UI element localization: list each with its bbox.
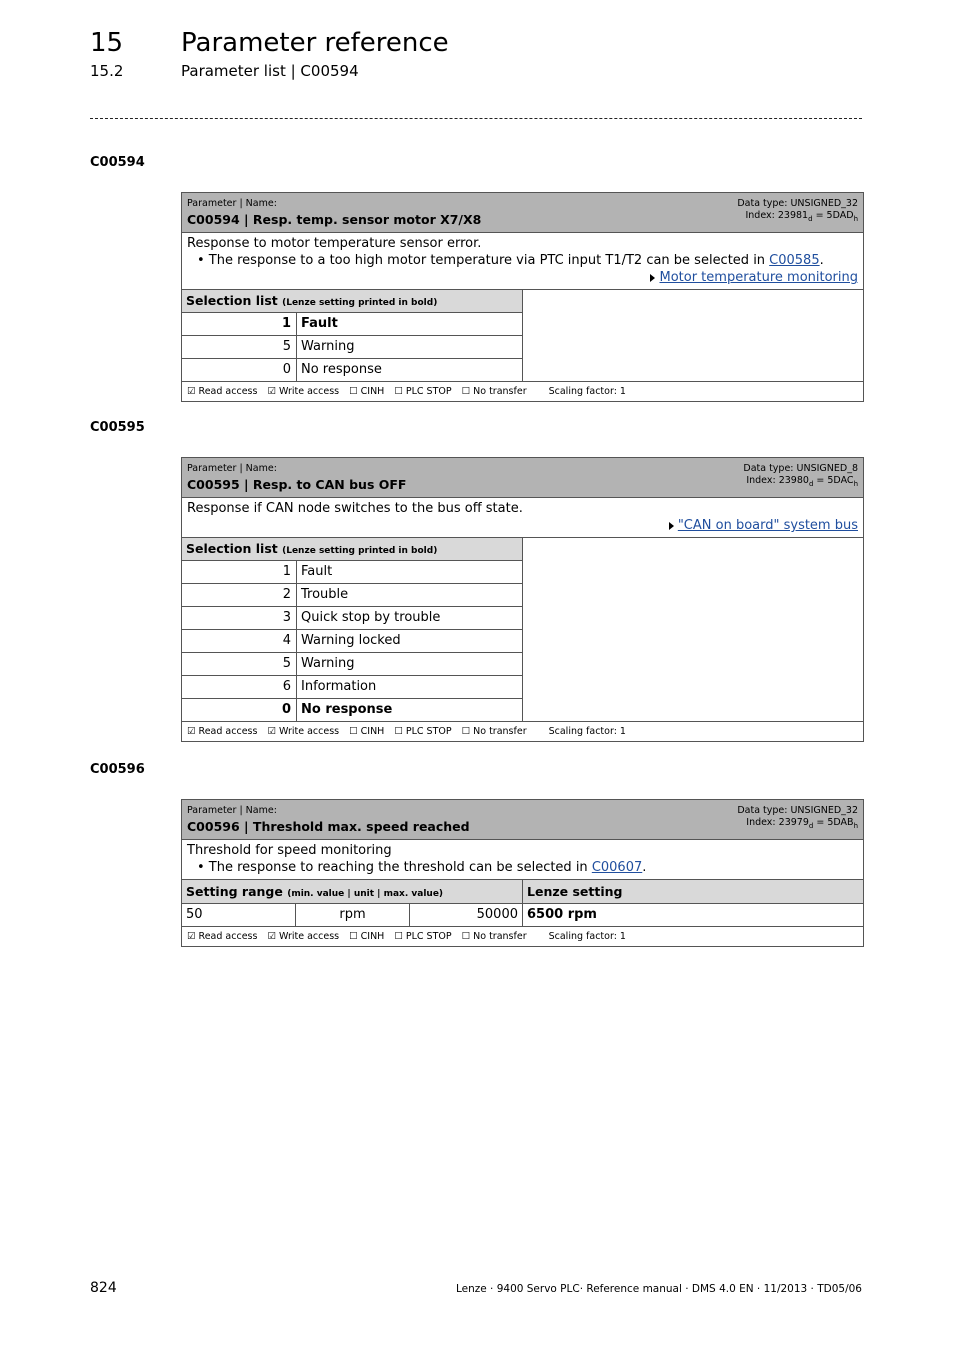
param-index: Index: $23979_d = 5DAB_h$	[746, 817, 858, 830]
selection-row: 1 Fault	[182, 561, 522, 584]
param-table-c00594	[181, 192, 864, 402]
param-link[interactable]: C00607	[591, 860, 643, 875]
access-footer: ☑ Read access ☑ Write access ☐ CINH ☐ PLC STOP ☐ No transfer Scaling factor: 1	[187, 931, 626, 942]
selection-row: 2 Trouble	[182, 584, 522, 607]
cross-reference-link[interactable]: "CAN on board" system bus	[677, 518, 858, 533]
selection-list	[182, 538, 863, 722]
param-description	[182, 840, 863, 880]
param-description	[182, 233, 863, 290]
setting-range-row	[182, 904, 863, 927]
param-description	[182, 498, 863, 538]
selection-list-header: Selection list (Lenze setting printed in bold)	[182, 538, 522, 561]
range-unit: rpm	[296, 904, 410, 926]
param-table-header	[182, 800, 863, 840]
cross-reference-link[interactable]: Motor temperature monitoring	[659, 270, 858, 285]
selection-row: 5 Warning	[182, 653, 522, 676]
description-text: Threshold for speed monitoring	[187, 843, 392, 858]
selection-list-header: Selection list (Lenze setting printed in bold)	[182, 290, 522, 313]
section-title: Parameter list | C00594	[181, 62, 359, 80]
selection-row: 0 No response	[182, 359, 522, 381]
access-footer: ☑ Read access ☑ Write access ☐ CINH ☐ PLC STOP ☐ No transfer Scaling factor: 1	[187, 726, 626, 737]
selection-row: 6 Information	[182, 676, 522, 699]
param-link[interactable]: C00585	[769, 253, 820, 268]
header-divider	[90, 118, 862, 119]
data-type: Data type: UNSIGNED_8	[743, 463, 858, 474]
arrow-right-icon	[669, 522, 674, 530]
param-name: C00595 | Resp. to CAN bus OFF	[187, 477, 407, 492]
selection-row: 4 Warning locked	[182, 630, 522, 653]
param-name-label: Parameter | Name:	[187, 198, 277, 209]
param-index: Index: $23980_d = 5DAC_h$	[746, 475, 858, 488]
selection-row: 3 Quick stop by trouble	[182, 607, 522, 630]
selection-row: 1 Fault	[182, 313, 522, 336]
param-name: C00596 | Threshold max. speed reached	[187, 819, 470, 834]
document-info: Lenze · 9400 Servo PLC· Reference manual · DMS 4.0 EN · 11/2013 · TD05/06	[455, 1283, 862, 1295]
param-section-label: C00595	[90, 420, 145, 435]
arrow-right-icon	[650, 274, 655, 282]
description-text: Response to motor temperature sensor error.	[187, 236, 482, 251]
range-min: 50	[182, 904, 296, 926]
description-bullet: • The response to reaching the threshold can be selected in C00607.	[197, 860, 647, 875]
selection-row: 0 No response	[182, 699, 522, 721]
data-type: Data type: UNSIGNED_32	[737, 198, 858, 209]
section-number: 15.2	[90, 62, 124, 80]
page-number: 824	[90, 1280, 117, 1296]
access-footer: ☑ Read access ☑ Write access ☐ CINH ☐ PLC STOP ☐ No transfer Scaling factor: 1	[187, 386, 626, 397]
chapter-number: 15	[90, 28, 124, 58]
cross-reference	[187, 517, 858, 534]
range-max: 50000	[410, 904, 523, 926]
param-table-c00595	[181, 457, 864, 742]
selection-row: 5 Warning	[182, 336, 522, 359]
param-section-label: C00596	[90, 762, 145, 777]
param-section-label: C00594	[90, 155, 145, 170]
lenze-setting: 6500 rpm	[527, 907, 597, 922]
param-table-header	[182, 458, 863, 498]
description-text: Response if CAN node switches to the bus off state.	[187, 501, 523, 516]
param-index: Index: $23981_d = 5DAD_h$	[745, 210, 858, 223]
param-name: C00594 | Resp. temp. sensor motor X7/X8	[187, 212, 482, 227]
chapter-title: Parameter reference	[181, 28, 449, 58]
param-table-c00596	[181, 799, 864, 947]
setting-range-header: Setting range (min. value | unit | max. value) Lenze setting	[182, 880, 863, 904]
description-bullet: • The response to a too high motor temperature via PTC input T1/T2 can be selected in C00585.	[197, 253, 824, 268]
param-name-label: Parameter | Name:	[187, 463, 277, 474]
selection-list	[182, 290, 863, 382]
param-name-label: Parameter | Name:	[187, 805, 277, 816]
cross-reference	[187, 269, 858, 286]
param-table-header	[182, 193, 863, 233]
data-type: Data type: UNSIGNED_32	[737, 805, 858, 816]
